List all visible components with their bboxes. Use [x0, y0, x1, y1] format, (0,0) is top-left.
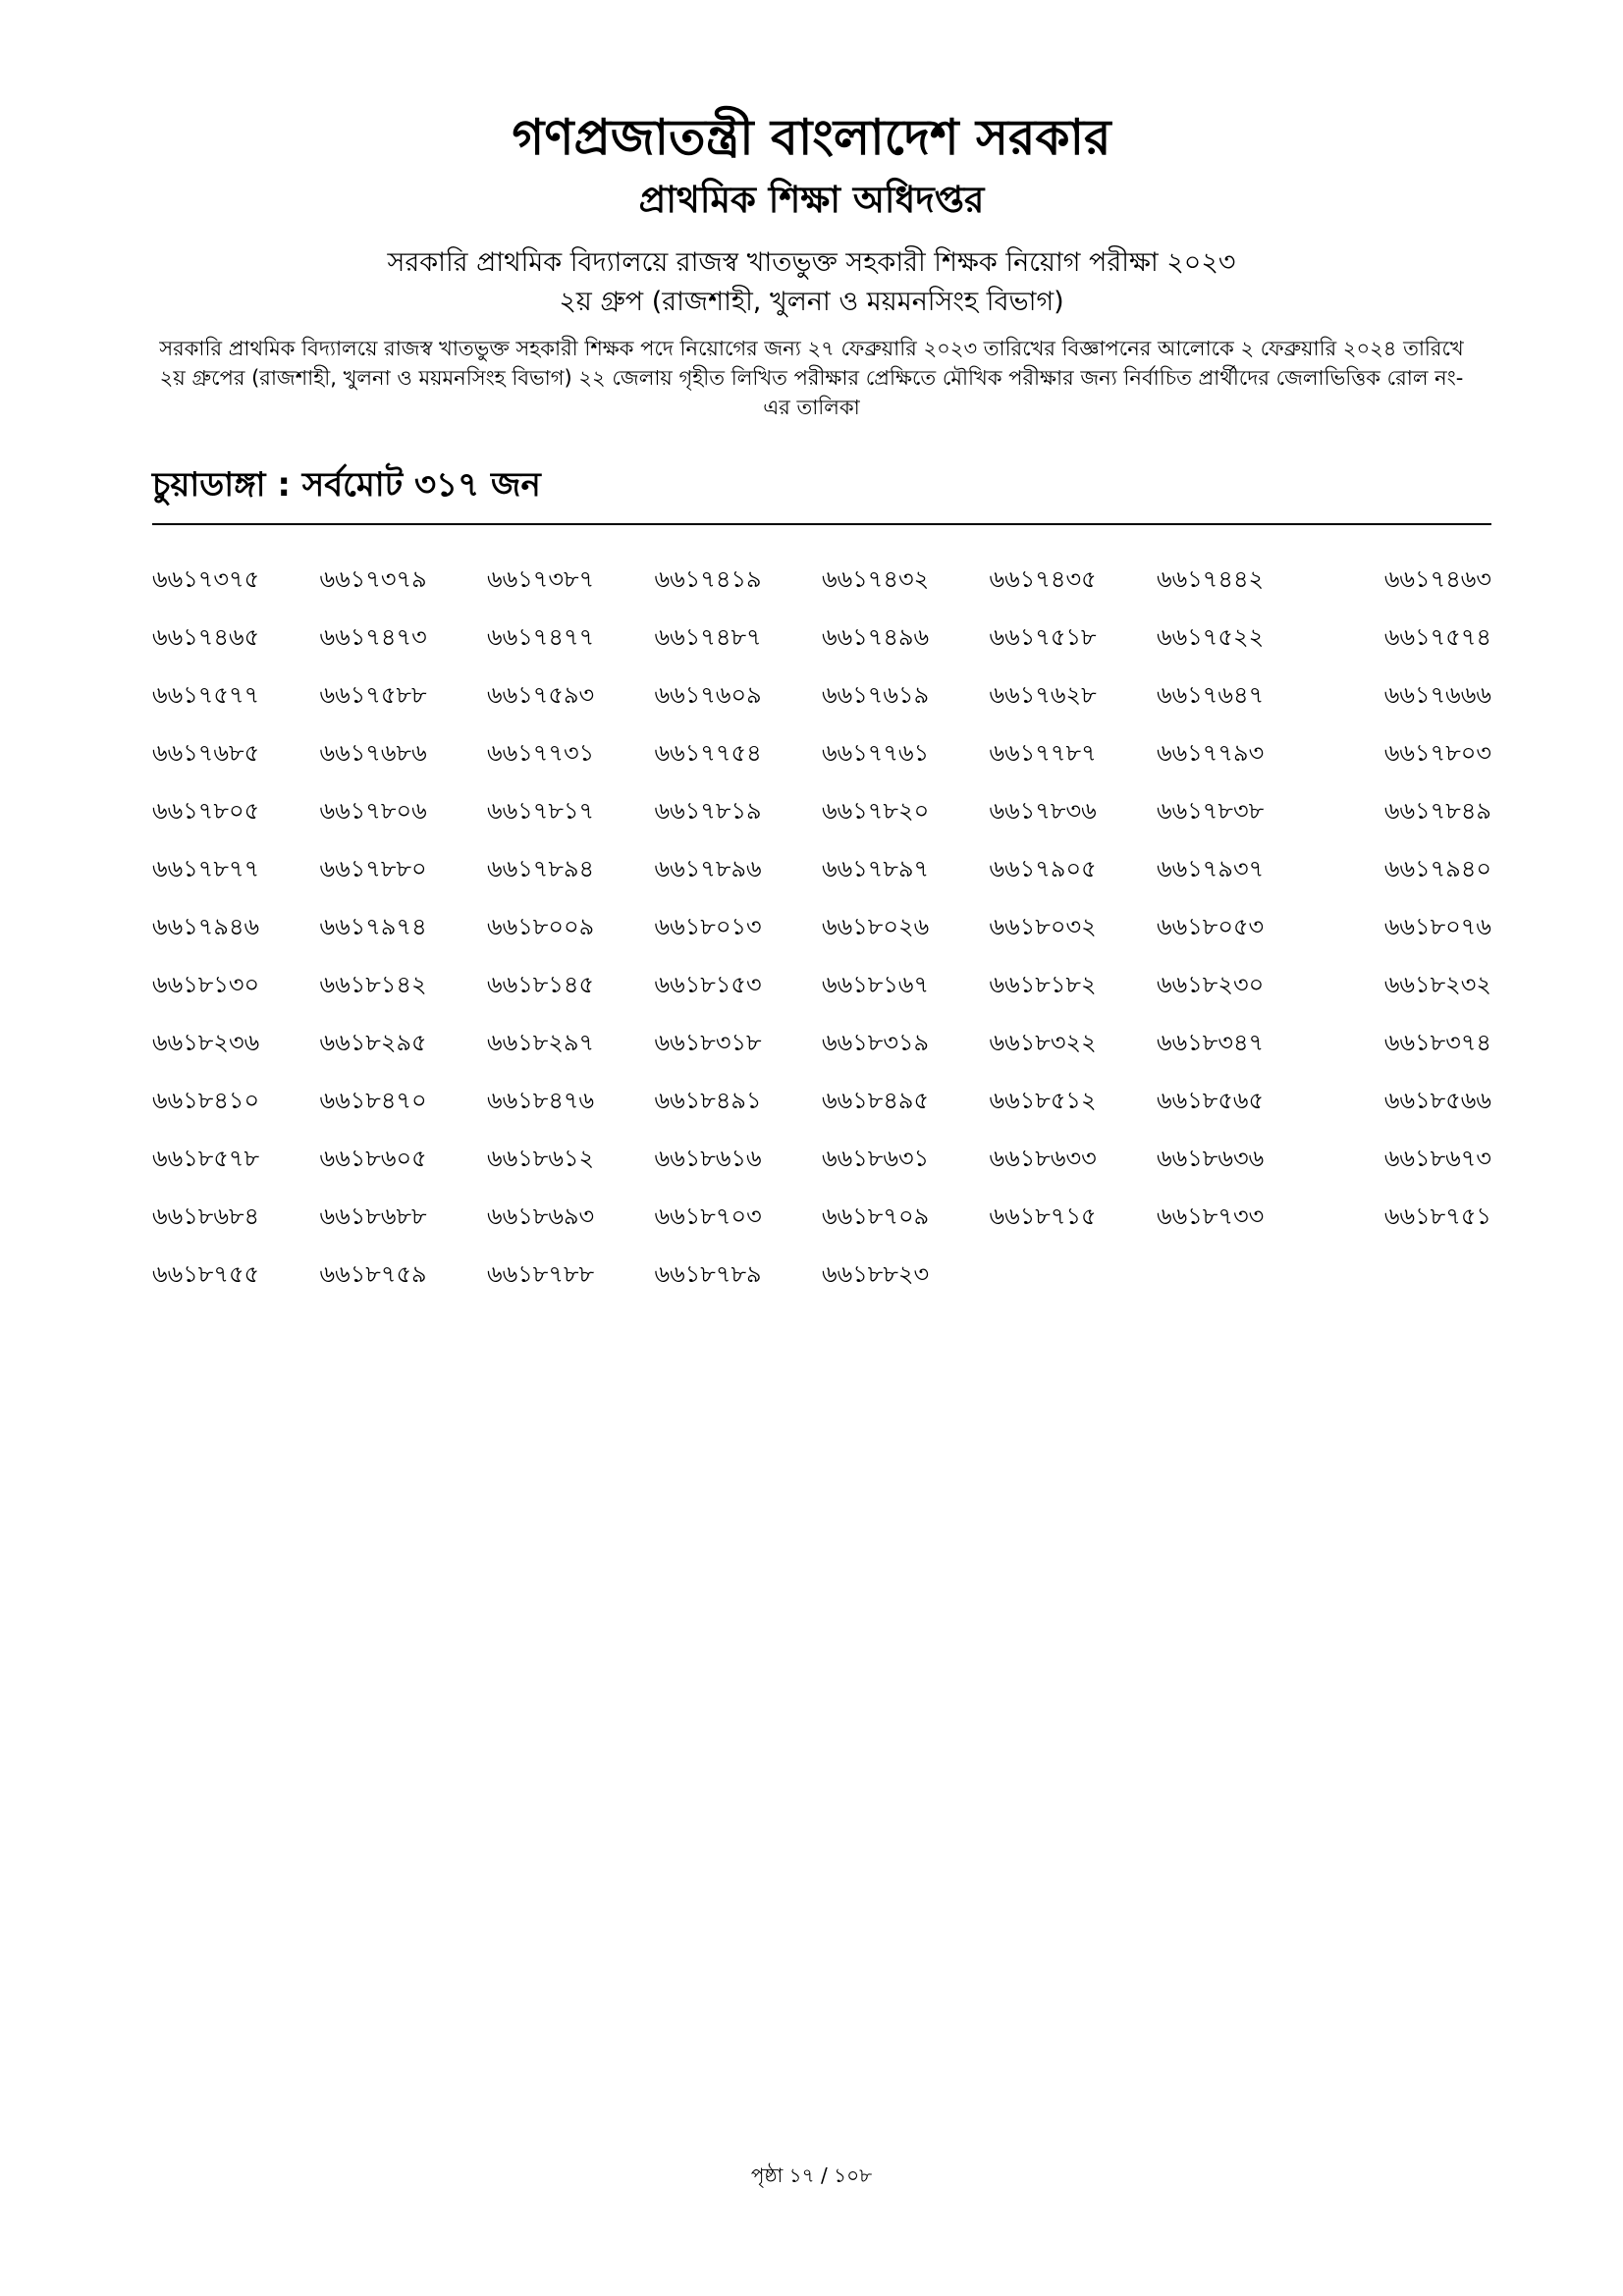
roll-number: ৬৬১৭৭৬১	[822, 739, 930, 767]
roll-number: ৬৬১৭৩৭৫	[152, 565, 260, 593]
roll-number: ৬৬১৭৬৬৬	[1383, 681, 1491, 709]
roll-number: ৬৬১৭৮২০	[822, 797, 930, 825]
roll-number: ৬৬১৮০৩২	[989, 913, 1097, 940]
roll-number: ৬৬১৮৭৫৫	[152, 1260, 260, 1288]
roll-number: ৬৬১৭৮৭৭	[152, 855, 260, 882]
roll-number: ৬৬১৮০০৯	[487, 913, 595, 940]
roll-number: ৬৬১৮৭৩৩	[1157, 1202, 1265, 1230]
roll-number: ৬৬১৮৫৭৮	[152, 1145, 260, 1172]
roll-number: ৬৬১৭৫৮৮	[319, 681, 427, 709]
roll-number: ৬৬১৭৮৯৪	[487, 855, 595, 882]
roll-number: ৬৬১৭৯০৫	[989, 855, 1097, 882]
roll-number: ৬৬১৮১৪২	[319, 971, 427, 998]
roll-number: ৬৬১৮৭৫১	[1383, 1202, 1491, 1230]
roll-number: ৬৬১৮৬৩৬	[1157, 1145, 1265, 1172]
roll-number: ৬৬১৮০১৩	[654, 913, 762, 940]
roll-number: ৬৬১৮৪৭৬	[487, 1087, 595, 1114]
roll-number: ৬৬১৮৭০৯	[822, 1202, 930, 1230]
roll-number: ৬৬১৮৬৭৩	[1383, 1145, 1491, 1172]
roll-number: ৬৬১৭৭৫৪	[654, 739, 762, 767]
roll-number: ৬৬১৮৬৩৩	[989, 1145, 1097, 1172]
roll-number: ৬৬১৭৭৩১	[487, 739, 595, 767]
roll-number: ৬৬১৮৬০৫	[319, 1145, 427, 1172]
roll-number: ৬৬১৮৪৯১	[654, 1087, 762, 1114]
roll-number: ৬৬১৭৮৮০	[319, 855, 427, 882]
roll-number: ৬৬১৭৫১৮	[989, 623, 1097, 651]
roll-number: ৬৬১৭৭৯৩	[1157, 739, 1265, 767]
roll-number: ৬৬১৭৮১৭	[487, 797, 595, 825]
roll-number: ৬৬১৮৬৮৪	[152, 1202, 260, 1230]
roll-number: ৬৬১৭৫২২	[1157, 623, 1265, 651]
roll-number: ৬৬১৮৪৭০	[319, 1087, 427, 1114]
roll-number: ৬৬১৭৮৪৯	[1383, 797, 1491, 825]
roll-number: ৬৬১৮৭৫৯	[319, 1260, 427, 1288]
roll-number: ৬৬১৭৮০৬	[319, 797, 427, 825]
roll-number: ৬৬১৮৩২২	[989, 1029, 1097, 1056]
roll-number: ৬৬১৮৫৬৫	[1157, 1087, 1265, 1114]
roll-number: ৬৬১৭৪৮৭	[654, 623, 762, 651]
roll-number: ৬৬১৭৮৯৭	[822, 855, 930, 882]
roll-number: ৬৬১৮৩৪৭	[1157, 1029, 1265, 1056]
roll-number: ৬৬১৭৫৯৩	[487, 681, 595, 709]
roll-number: ৬৬১৭৪৭৩	[319, 623, 427, 651]
district-heading: চুয়াডাঙ্গা : সর্বমোট ৩১৭ জন	[152, 465, 541, 505]
roll-number: ৬৬১৭৬০৯	[654, 681, 762, 709]
roll-number: ৬৬১৭৪৬৩	[1383, 565, 1491, 593]
roll-number: ৬৬১৮৭৮৮	[487, 1260, 595, 1288]
roll-number: ৬৬১৮০৭৬	[1383, 913, 1491, 940]
roll-number: ৬৬১৭৪৩২	[822, 565, 930, 593]
roll-number: ৬৬১৮৭৮৯	[654, 1260, 762, 1288]
roll-number: ৬৬১৭৩৭৯	[319, 565, 427, 593]
roll-number: ৬৬১৭৬৪৭	[1157, 681, 1265, 709]
roll-number: ৬৬১৮২৩২	[1383, 971, 1491, 998]
roll-number: ৬৬১৮০৫৩	[1157, 913, 1265, 940]
roll-number: ৬৬১৭৯৩৭	[1157, 855, 1265, 882]
roll-number: ৬৬১৭৬১৯	[822, 681, 930, 709]
roll-number: ৬৬১৮৫১২	[989, 1087, 1097, 1114]
roll-number: ৬৬১৭৪৭৭	[487, 623, 595, 651]
roll-number: ৬৬১৭৪৩৫	[989, 565, 1097, 593]
roll-number: ৬৬১৭৬৮৬	[319, 739, 427, 767]
roll-number: ৬৬১৮৬৯৩	[487, 1202, 595, 1230]
notice-text: সরকারি প্রাথমিক বিদ্যালয়ে রাজস্ব খাতভুক্ত সহকারী শিক্ষক পদে নিয়োগের জন্য ২৭ ফেব্রুয়ারি ২০২৩ তারিখের বিজ্ঞাপনের আলোকে ২ ফেব্রুয়ারি ২০২৪ তারিখে ২য় গ্রুপের (রাজশাহী, খুলনা ও ময়মনসিংহ বিভাগ) ২২ জেলায় গৃহীত লিখিত পরীক্ষার প্রেক্ষিতে মৌখিক পরীক্ষার জন্য নির্বাচিত প্রার্থীদের জেলাভিত্তিক রোল নং-এর তালিকা	[159, 337, 1464, 419]
exam-title: সরকারি প্রাথমিক বিদ্যালয়ে রাজস্ব খাতভুক্ত সহকারী শিক্ষক নিয়োগ পরীক্ষা ২০২৩	[387, 247, 1236, 278]
roll-number: ৬৬১৮২৩০	[1157, 971, 1265, 998]
roll-number: ৬৬১৭৪৯৬	[822, 623, 930, 651]
roll-number: ৬৬১৭৪৬৫	[152, 623, 260, 651]
roll-number: ৬৬১৮৬১৬	[654, 1145, 762, 1172]
roll-number: ৬৬১৭৮০৩	[1383, 739, 1491, 767]
roll-number: ৬৬১৮২৯৭	[487, 1029, 595, 1056]
roll-number: ৬৬১৭৯৪০	[1383, 855, 1491, 882]
roll-number: ৬৬১৮৫৬৬	[1383, 1087, 1491, 1114]
roll-number-list	[152, 563, 1491, 1316]
roll-number: ৬৬১৭৫৭৪	[1383, 623, 1491, 651]
roll-number: ৬৬১৮০২৬	[822, 913, 930, 940]
roll-number: ৬৬১৮৪১০	[152, 1087, 260, 1114]
roll-number: ৬৬১৭৪১৯	[654, 565, 762, 593]
document-header	[0, 106, 1623, 422]
roll-number: ৬৬১৮২৯৫	[319, 1029, 427, 1056]
roll-number: ৬৬১৭৯৭৪	[319, 913, 427, 940]
roll-number: ৬৬১৮১৫৩	[654, 971, 762, 998]
roll-number: ৬৬১৭৬২৮	[989, 681, 1097, 709]
roll-number: ৬৬১৮২৩৬	[152, 1029, 260, 1056]
roll-number: ৬৬১৮১৩০	[152, 971, 260, 998]
roll-number: ৬৬১৮৩১৯	[822, 1029, 930, 1056]
roll-number: ৬৬১৮৩৭৪	[1383, 1029, 1491, 1056]
roll-number: ৬৬১৭৮৩৮	[1157, 797, 1265, 825]
roll-number: ৬৬১৭৮৯৬	[654, 855, 762, 882]
page-number: পৃষ্ঠা ১৭ / ১০৮	[750, 2163, 873, 2187]
roll-number: ৬৬১৮৭১৫	[989, 1202, 1097, 1230]
group-title: ২য় গ্রুপ (রাজশাহী, খুলনা ও ময়মনসিংহ বিভাগ)	[559, 287, 1064, 317]
roll-number: ৬৬১৭৮১৯	[654, 797, 762, 825]
roll-number: ৬৬১৮৩১৮	[654, 1029, 762, 1056]
government-title: গণপ্রজাতন্ত্রী বাংলাদেশ সরকার	[512, 109, 1111, 166]
roll-number: ৬৬১৮৬৩১	[822, 1145, 930, 1172]
department-title: প্রাথমিক শিক্ষা অধিদপ্তর	[638, 179, 985, 221]
roll-number: ৬৬১৭৬৮৫	[152, 739, 260, 767]
roll-number: ৬৬১৭৯৪৬	[152, 913, 260, 940]
roll-number: ৬৬১৭৪৪২	[1157, 565, 1265, 593]
roll-number: ৬৬১৮৪৯৫	[822, 1087, 930, 1114]
roll-number: ৬৬১৮৬১২	[487, 1145, 595, 1172]
heading-divider	[152, 523, 1491, 525]
roll-number: ৬৬১৮১৬৭	[822, 971, 930, 998]
roll-number: ৬৬১৮৭০৩	[654, 1202, 762, 1230]
roll-number: ৬৬১৮১৪৫	[487, 971, 595, 998]
roll-number: ৬৬১৮১৮২	[989, 971, 1097, 998]
roll-number: ৬৬১৭৮০৫	[152, 797, 260, 825]
roll-number: ৬৬১৮৮২৩	[822, 1260, 930, 1288]
roll-number: ৬৬১৭৮৩৬	[989, 797, 1097, 825]
roll-number: ৬৬১৭৫৭৭	[152, 681, 260, 709]
roll-number: ৬৬১৭৭৮৭	[989, 739, 1097, 767]
roll-number: ৬৬১৭৩৮৭	[487, 565, 595, 593]
roll-number: ৬৬১৮৬৮৮	[319, 1202, 427, 1230]
